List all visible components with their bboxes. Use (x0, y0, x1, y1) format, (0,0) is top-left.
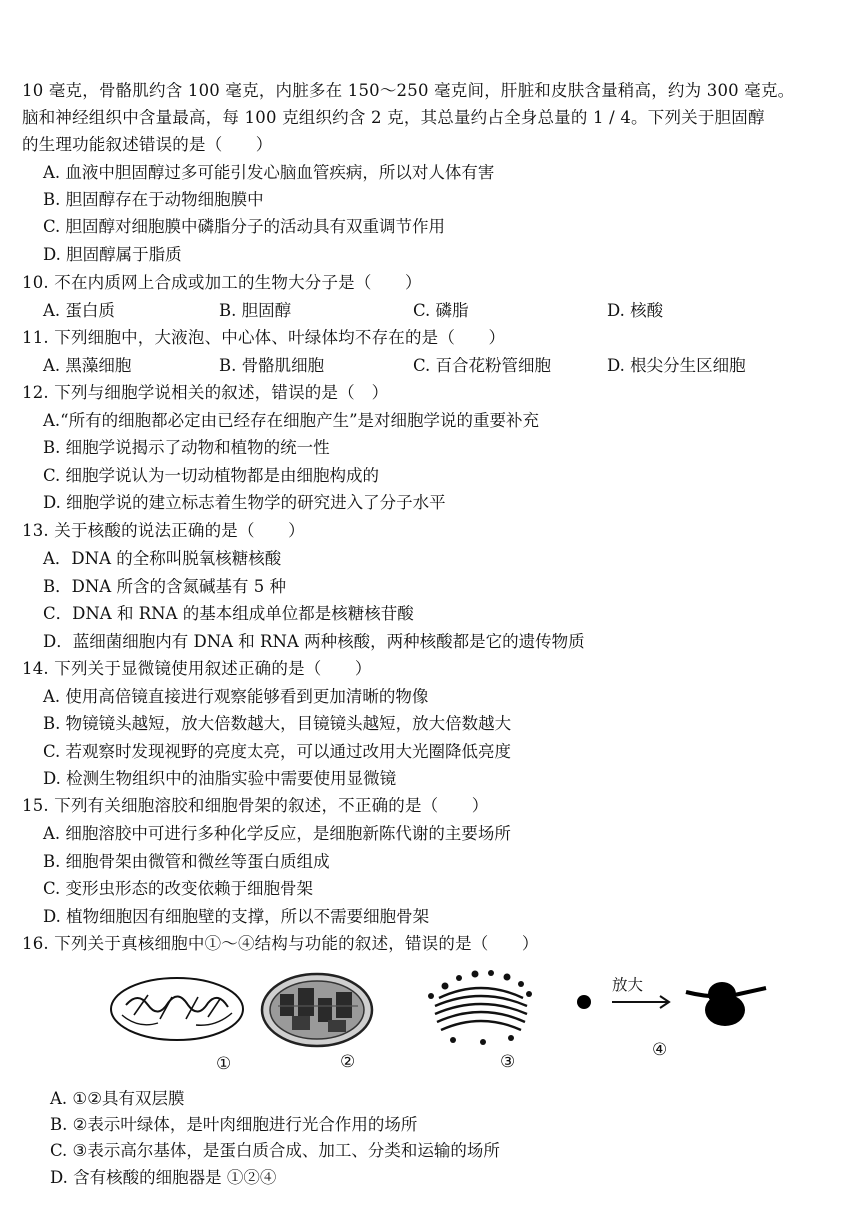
intro-option-a: A. 血液中胆固醇过多可能引发心脑血管疾病，所以对人体有害 (43, 163, 495, 182)
q16-option-b: B. ②表示叶绿体，是叶肉细胞进行光合作用的场所 (50, 1115, 418, 1134)
q14-option-a: A. 使用高倍镜直接进行观察能够看到更加清晰的物像 (43, 687, 429, 706)
intro-line-2: 脑和神经组织中含量最高，每 100 克组织约含 2 克，其总量约占全身总量的 1 / 4。下列关于胆固醇 (22, 108, 765, 127)
q10-option-a: A. 蛋白质 (43, 301, 115, 320)
q12-option-c: C. 细胞学说认为一切动植物都是由细胞构成的 (43, 466, 380, 485)
q16-option-c: C. ③表示高尔基体，是蛋白质合成、加工、分类和运输的场所 (50, 1141, 500, 1160)
intro-option-d: D. 胆固醇属于脂质 (43, 245, 182, 264)
q10-stem: 10. 不在内质网上合成或加工的生物大分子是（ ） (22, 273, 422, 292)
organelle-1-figure (108, 975, 246, 1043)
q10-option-b: B. 胆固醇 (219, 301, 292, 320)
intro-line-3: 的生理功能叙述错误的是（ ） (22, 135, 273, 154)
q13-option-a: A．DNA 的全称叫脱氧核糖核酸 (43, 549, 282, 568)
q11-option-a: A. 黑藻细胞 (43, 356, 132, 375)
q12-option-d: D. 细胞学说的建立标志着生物学的研究进入了分子水平 (43, 493, 446, 512)
q15-stem: 15. 下列有关细胞溶胶和细胞骨架的叙述，不正确的是（ ） (22, 796, 489, 815)
figure-label-1: ① (216, 1054, 232, 1074)
q15-option-c: C. 变形虫形态的改变依赖于细胞骨架 (43, 879, 314, 898)
organelle-4-figure (570, 970, 775, 1030)
q10-option-c: C. 磷脂 (413, 301, 469, 320)
q14-option-b: B. 物镜镜头越短，放大倍数越大，目镜镜头越短，放大倍数越大 (43, 714, 512, 733)
q15-option-a: A. 细胞溶胶中可进行多种化学反应，是细胞新陈代谢的主要场所 (43, 824, 511, 843)
magnify-arrow-label: 放大 (612, 976, 644, 994)
q16-option-a: A. ①②具有双层膜 (50, 1089, 185, 1108)
figure-label-2: ② (340, 1052, 356, 1072)
q11-option-b: B. 骨骼肌细胞 (219, 356, 325, 375)
q11-option-c: C. 百合花粉管细胞 (413, 356, 552, 375)
organelle-2-figure (258, 970, 376, 1050)
q12-option-b: B. 细胞学说揭示了动物和植物的统一性 (43, 438, 330, 457)
q14-option-d: D. 检测生物组织中的油脂实验中需要使用显微镜 (43, 769, 397, 788)
q13-option-d: D．蓝细菌细胞内有 DNA 和 RNA 两种核酸，两种核酸都是它的遗传物质 (43, 632, 585, 651)
q15-option-d: D. 植物细胞因有细胞壁的支撑，所以不需要细胞骨架 (43, 907, 430, 926)
intro-option-c: C. 胆固醇对细胞膜中磷脂分子的活动具有双重调节作用 (43, 217, 446, 236)
q11-option-d: D. 根尖分生区细胞 (607, 356, 746, 375)
q14-option-c: C. 若观察时发现视野的亮度太亮，可以通过改用大光圈降低亮度 (43, 742, 512, 761)
q12-option-a: A.“所有的细胞都必定由已经存在细胞产生”是对细胞学说的重要补充 (43, 411, 540, 430)
q16-option-d: D. 含有核酸的细胞器是 ①②④ (50, 1168, 277, 1187)
q13-stem: 13. 关于核酸的说法正确的是（ ） (22, 521, 305, 540)
q14-stem: 14. 下列关于显微镜使用叙述正确的是（ ） (22, 659, 372, 678)
q10-option-d: D. 核酸 (607, 301, 664, 320)
intro-line-1: 10 毫克，骨骼肌约含 100 毫克，内脏多在 150～250 毫克间，肝脏和皮肤含量稍高，约为 300 毫克。 (22, 81, 795, 100)
figure-label-4: ④ (652, 1040, 668, 1060)
q13-option-b: B．DNA 所含的含氮碱基有 5 种 (43, 577, 286, 596)
q15-option-b: B. 细胞骨架由微管和微丝等蛋白质组成 (43, 852, 330, 871)
organelle-3-figure (425, 968, 537, 1050)
q12-stem: 12. 下列与细胞学说相关的叙述，错误的是（ ） (22, 383, 389, 402)
q16-stem: 16. 下列关于真核细胞中①～④结构与功能的叙述，错误的是（ ） (22, 934, 539, 953)
figure-label-3: ③ (500, 1052, 516, 1072)
q11-stem: 11. 下列细胞中，大液泡、中心体、叶绿体均不存在的是（ ） (22, 328, 506, 347)
q13-option-c: C．DNA 和 RNA 的基本组成单位都是核糖核苷酸 (43, 604, 414, 623)
intro-option-b: B. 胆固醇存在于动物细胞膜中 (43, 190, 264, 209)
